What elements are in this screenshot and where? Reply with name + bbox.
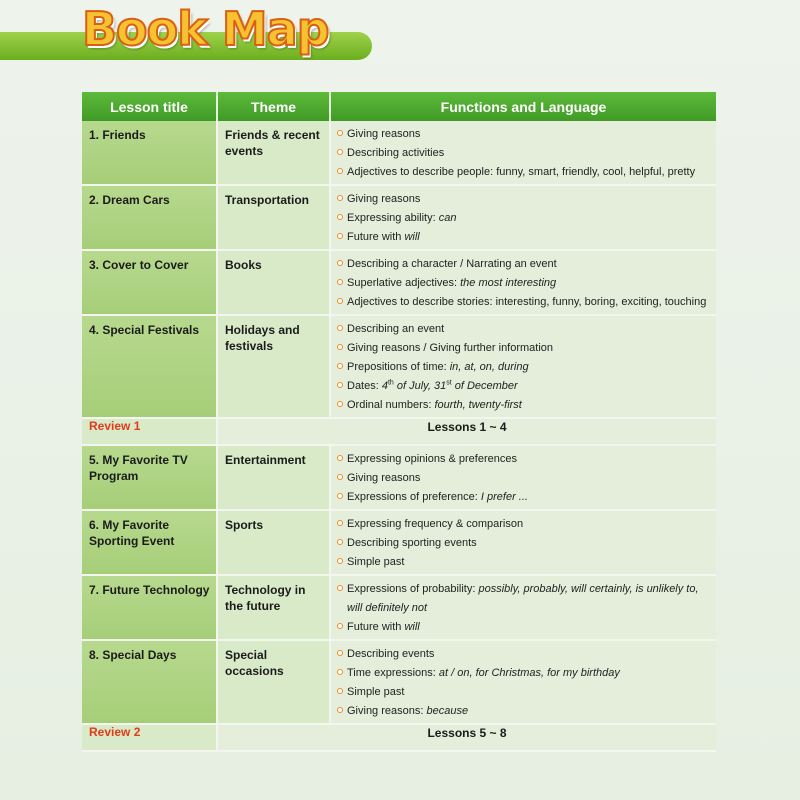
plain-text: Describing sporting events	[347, 537, 477, 549]
function-item	[337, 702, 710, 721]
plain-text: Describing events	[347, 648, 435, 660]
function-text	[347, 209, 456, 228]
function-item	[337, 320, 710, 339]
italic-text: 4	[381, 380, 388, 392]
functions-cell	[330, 640, 716, 724]
function-item	[337, 144, 710, 163]
italic-text: will	[404, 231, 420, 243]
lesson-row	[82, 640, 716, 724]
superscript-text: st	[446, 379, 452, 387]
function-text	[347, 339, 553, 358]
function-text	[347, 580, 710, 618]
table-body	[82, 121, 716, 751]
theme-cell: Holidays and festivals	[217, 315, 330, 418]
orange-circle-bullet-icon	[337, 382, 343, 388]
theme-cell: Special occasions	[217, 640, 330, 724]
function-item	[337, 469, 710, 488]
function-item	[337, 339, 710, 358]
function-text	[347, 255, 557, 274]
orange-circle-bullet-icon	[337, 279, 343, 285]
function-item	[337, 255, 710, 274]
function-text	[347, 125, 420, 144]
table-header-row	[82, 92, 716, 121]
lesson-row	[82, 575, 716, 640]
function-text	[347, 450, 517, 469]
function-item	[337, 645, 710, 664]
orange-circle-bullet-icon	[337, 195, 343, 201]
plain-text: Adjectives to describe stories: interesting, funny, boring, exciting, touching	[347, 296, 707, 308]
functions-cell	[330, 121, 716, 185]
italic-text: because	[426, 705, 469, 717]
lesson-title-cell: 3. Cover to Cover	[82, 250, 217, 315]
function-text	[347, 190, 420, 209]
lesson-title-cell: 8. Special Days	[82, 640, 217, 724]
plain-text: Ordinal numbers:	[347, 399, 435, 411]
function-item	[337, 553, 710, 572]
function-text	[347, 274, 556, 293]
theme-cell: Friends & recent events	[217, 121, 330, 185]
plain-text: Describing an event	[347, 323, 445, 335]
orange-circle-bullet-icon	[337, 474, 343, 480]
plain-text: Describing a character / Narrating an event	[347, 258, 557, 270]
function-item	[337, 358, 710, 377]
plain-text: Time expressions:	[347, 667, 439, 679]
orange-circle-bullet-icon	[337, 401, 343, 407]
orange-circle-bullet-icon	[337, 558, 343, 564]
review-row	[82, 724, 716, 751]
italic-text: will	[404, 621, 420, 633]
orange-circle-bullet-icon	[337, 707, 343, 713]
function-text	[347, 377, 518, 396]
function-item	[337, 209, 710, 228]
function-text	[347, 683, 404, 702]
header-functions-language: Functions and Language	[330, 92, 716, 121]
plain-text: Expressing ability:	[347, 212, 439, 224]
function-text	[347, 396, 522, 415]
function-item	[337, 450, 710, 469]
lesson-title-cell: 1. Friends	[82, 121, 217, 185]
orange-circle-bullet-icon	[337, 298, 343, 304]
functions-cell	[330, 250, 716, 315]
function-text	[347, 534, 477, 553]
plain-text: Dates:	[347, 380, 382, 392]
function-item	[337, 163, 710, 182]
function-item	[337, 534, 710, 553]
lesson-row	[82, 315, 716, 418]
lesson-row	[82, 250, 716, 315]
function-text	[347, 358, 529, 377]
italic-text: I prefer ...	[480, 491, 528, 503]
orange-circle-bullet-icon	[337, 493, 343, 499]
orange-circle-bullet-icon	[337, 260, 343, 266]
function-item	[337, 274, 710, 293]
plain-text: Giving reasons	[347, 472, 421, 484]
orange-circle-bullet-icon	[337, 650, 343, 656]
theme-cell: Sports	[217, 510, 330, 575]
lesson-title-cell: 7. Future Technology	[82, 575, 217, 640]
orange-circle-bullet-icon	[337, 623, 343, 629]
function-text	[347, 320, 444, 339]
italic-text: fourth, twenty-first	[434, 399, 522, 411]
orange-circle-bullet-icon	[337, 455, 343, 461]
function-item	[337, 488, 710, 507]
function-text	[347, 293, 706, 312]
theme-cell: Entertainment	[217, 445, 330, 510]
lesson-row	[82, 121, 716, 185]
function-text	[347, 144, 444, 163]
italic-text: of December	[451, 380, 518, 392]
plain-text: Simple past	[347, 556, 405, 568]
function-text	[347, 163, 695, 182]
plain-text: Expressions of probability:	[347, 583, 479, 595]
review-row	[82, 418, 716, 445]
function-item	[337, 125, 710, 144]
function-text	[347, 664, 620, 683]
lesson-title-cell: 2. Dream Cars	[82, 185, 217, 250]
function-item	[337, 190, 710, 209]
function-item	[337, 515, 710, 534]
orange-circle-bullet-icon	[337, 233, 343, 239]
functions-cell	[330, 315, 716, 418]
orange-circle-bullet-icon	[337, 325, 343, 331]
book-map-table	[82, 92, 716, 752]
function-item	[337, 228, 710, 247]
function-item	[337, 683, 710, 702]
function-text	[347, 645, 434, 664]
plain-text: Giving reasons:	[347, 705, 427, 717]
lesson-row	[82, 445, 716, 510]
orange-circle-bullet-icon	[337, 520, 343, 526]
function-item	[337, 396, 710, 415]
function-text	[347, 469, 420, 488]
function-text	[347, 228, 420, 247]
function-item	[337, 664, 710, 683]
theme-cell: Transportation	[217, 185, 330, 250]
functions-cell	[330, 575, 716, 640]
function-item	[337, 293, 710, 312]
orange-circle-bullet-icon	[337, 344, 343, 350]
orange-circle-bullet-icon	[337, 363, 343, 369]
orange-circle-bullet-icon	[337, 130, 343, 136]
italic-text: of July, 31	[393, 380, 447, 392]
plain-text: Adjectives to describe people: funny, smart, friendly, cool, helpful, pretty	[347, 166, 696, 178]
function-item	[337, 580, 710, 618]
functions-cell	[330, 185, 716, 250]
italic-text: possibly, probably, will certainly, is unlikely to, will definitely not	[347, 583, 699, 614]
review-lessons: Lessons 1 ~ 4	[217, 418, 716, 445]
plain-text: Future with	[347, 231, 405, 243]
plain-text: Expressing opinions & preferences	[347, 453, 517, 465]
orange-circle-bullet-icon	[337, 214, 343, 220]
lesson-title-cell: 5. My Favorite TV Program	[82, 445, 217, 510]
plain-text: Superlative adjectives:	[347, 277, 461, 289]
orange-circle-bullet-icon	[337, 585, 343, 591]
plain-text: Giving reasons	[347, 193, 421, 205]
italic-text: the most interesting	[460, 277, 557, 289]
functions-cell	[330, 510, 716, 575]
orange-circle-bullet-icon	[337, 688, 343, 694]
review-label: Review 1	[82, 418, 217, 445]
function-text	[347, 553, 404, 572]
plain-text: Expressing frequency & comparison	[347, 518, 524, 530]
review-label: Review 2	[82, 724, 217, 751]
plain-text: Giving reasons	[347, 128, 421, 140]
review-lessons: Lessons 5 ~ 8	[217, 724, 716, 751]
plain-text: Giving reasons / Giving further information	[347, 342, 554, 354]
plain-text: Expressions of preference:	[347, 491, 481, 503]
superscript-text: th	[387, 379, 394, 387]
function-text	[347, 515, 523, 534]
plain-text: Describing activities	[347, 147, 445, 159]
function-item	[337, 618, 710, 637]
lesson-title-cell: 6. My Favorite Sporting Event	[82, 510, 217, 575]
plain-text: Prepositions of time:	[347, 361, 450, 373]
function-text	[347, 702, 468, 721]
lesson-row	[82, 510, 716, 575]
orange-circle-bullet-icon	[337, 669, 343, 675]
plain-text: Simple past	[347, 686, 405, 698]
function-item	[337, 377, 710, 396]
lesson-row	[82, 185, 716, 250]
plain-text: Future with	[347, 621, 405, 633]
italic-text: can	[438, 212, 457, 224]
italic-text: in, at, on, during	[449, 361, 529, 373]
page-title: Book Map	[82, 2, 329, 56]
orange-circle-bullet-icon	[337, 539, 343, 545]
theme-cell: Technology in the future	[217, 575, 330, 640]
header-theme: Theme	[217, 92, 330, 121]
lesson-title-cell: 4. Special Festivals	[82, 315, 217, 418]
header-lesson-title: Lesson title	[82, 92, 217, 121]
functions-cell	[330, 445, 716, 510]
function-text	[347, 618, 420, 637]
italic-text: at / on, for Christmas, for my birthday	[438, 667, 620, 679]
theme-cell: Books	[217, 250, 330, 315]
orange-circle-bullet-icon	[337, 168, 343, 174]
function-text	[347, 488, 528, 507]
orange-circle-bullet-icon	[337, 149, 343, 155]
